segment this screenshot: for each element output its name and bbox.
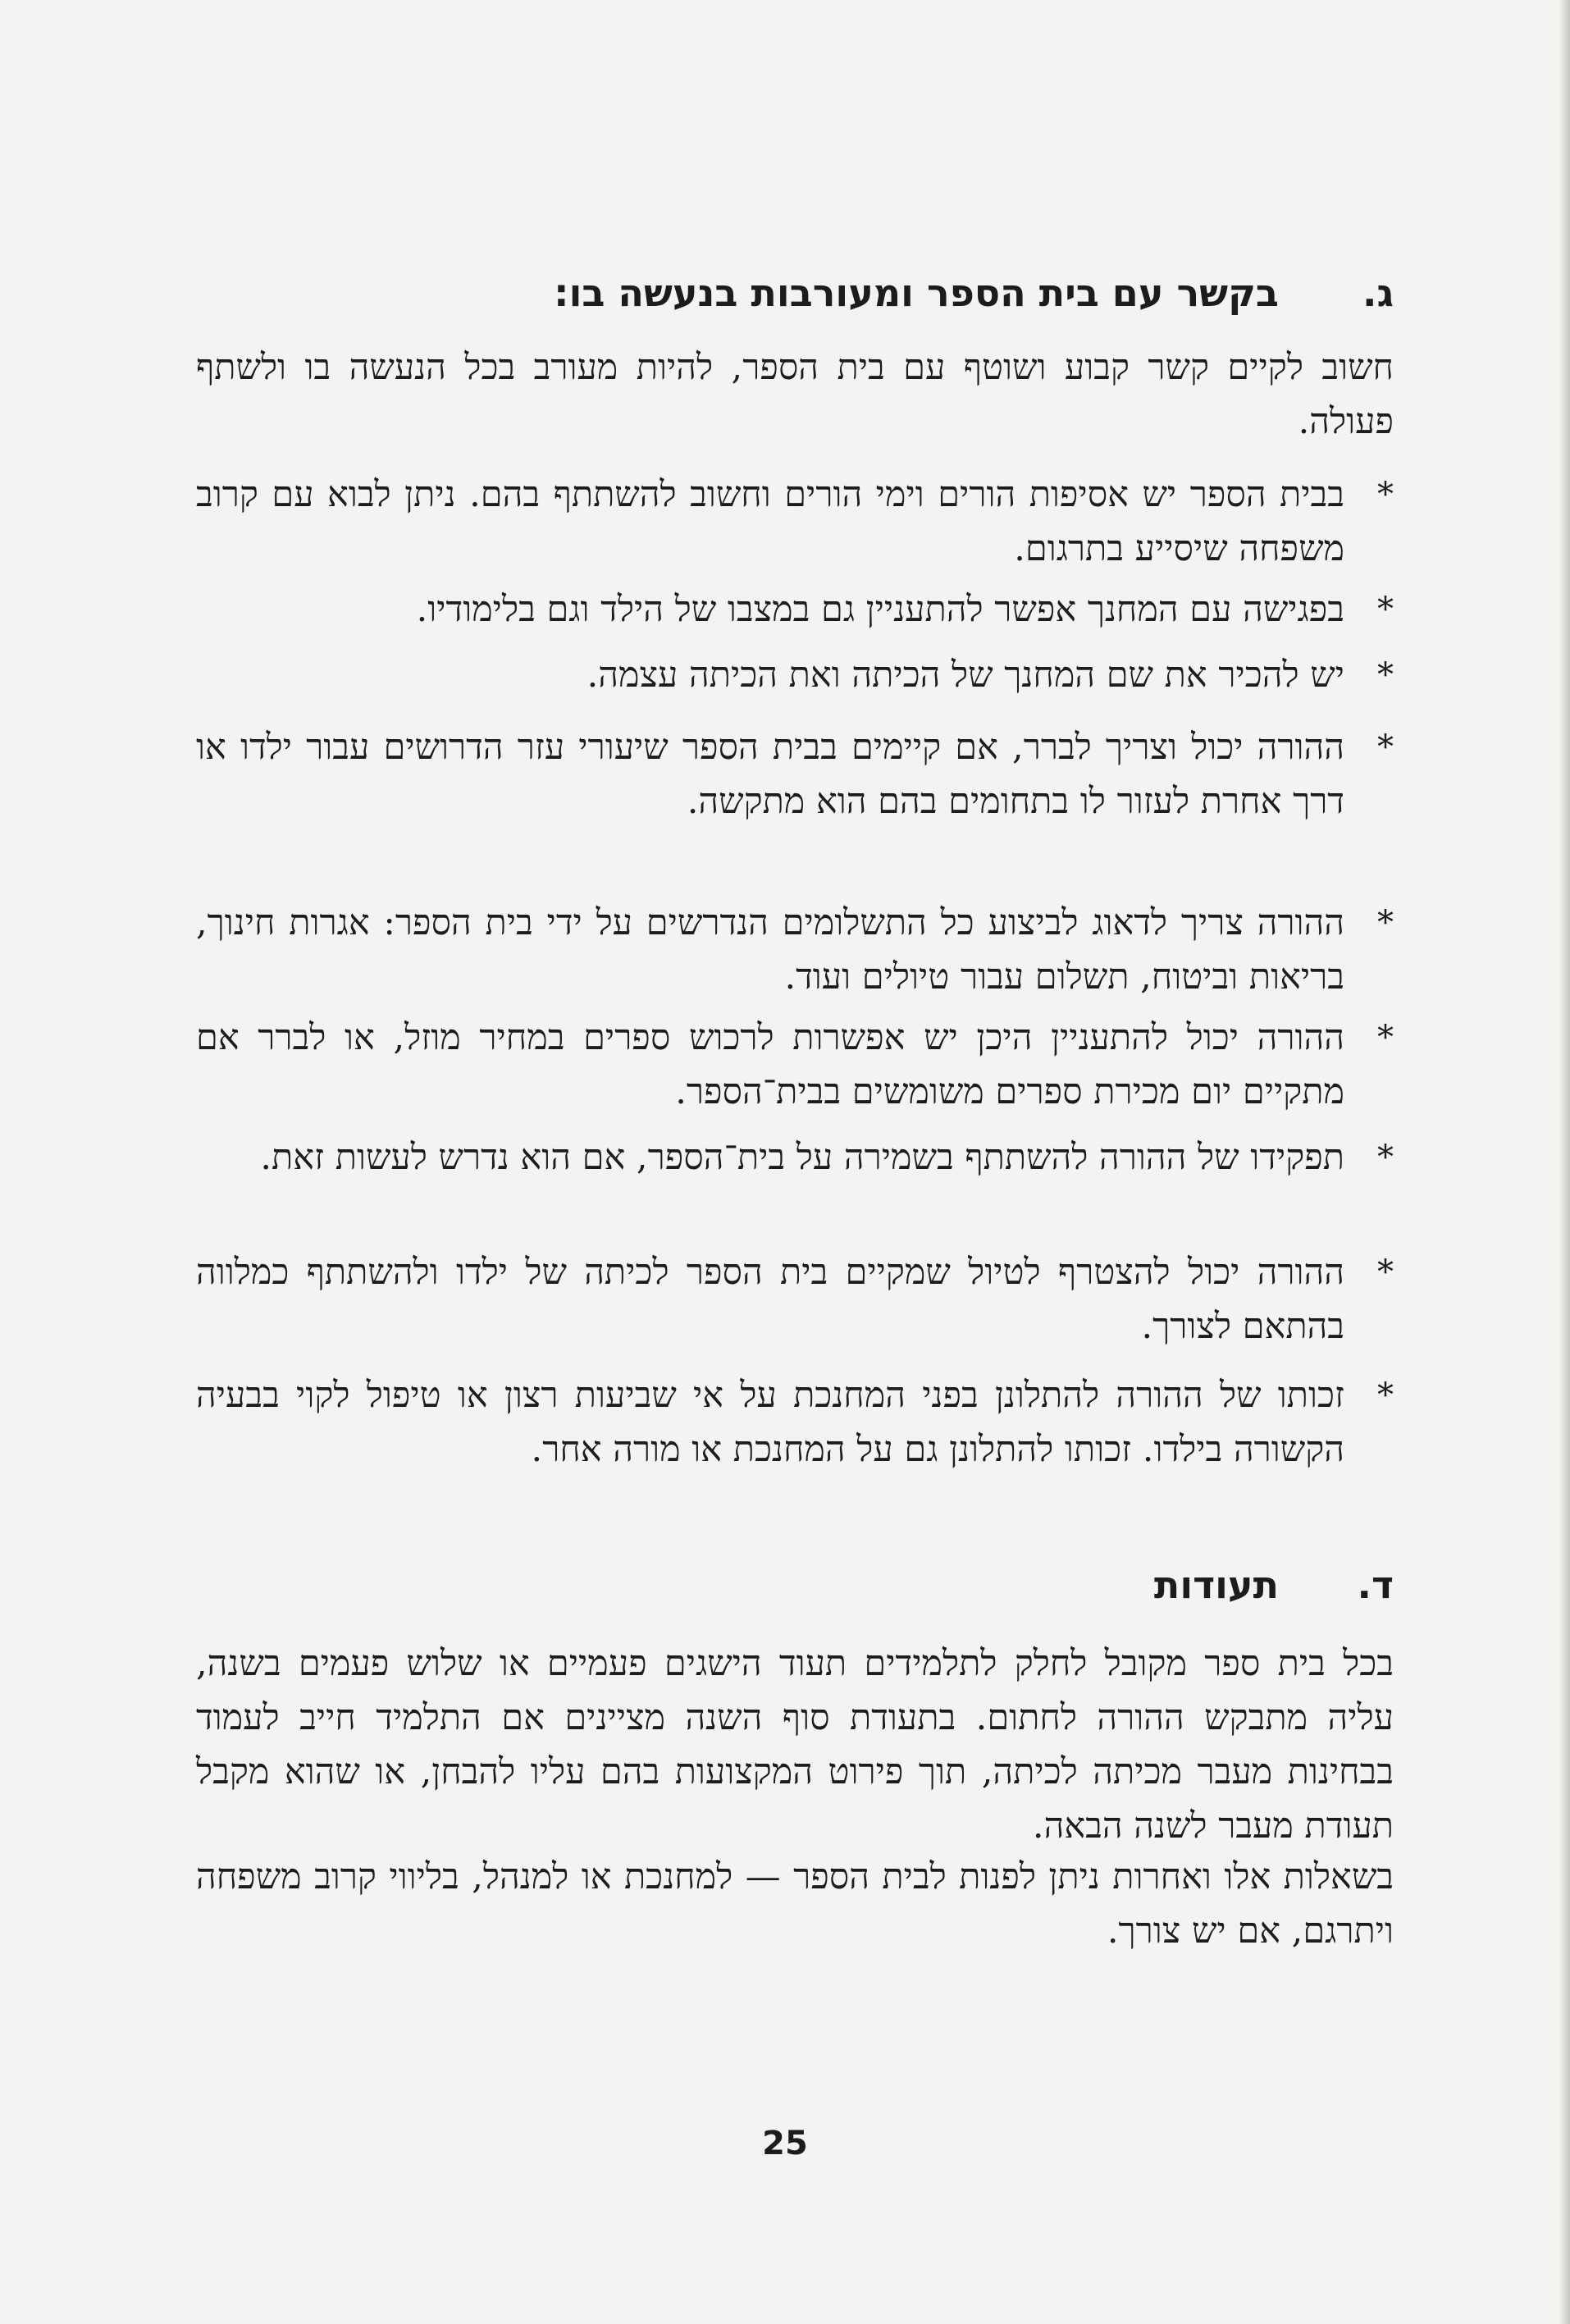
section-d-letter: ד. — [1357, 1563, 1394, 1607]
bullet-text: ההורה יכול להצטרף לטיול שמקיים בית הספר לכיתה של ילדו ולהשתתף כמלווה בהתאם לצורך. — [196, 1252, 1344, 1347]
bullet-item — [196, 1130, 1394, 1185]
bullet-mark: * — [1377, 1019, 1394, 1057]
bullet-mark: * — [1377, 656, 1394, 694]
bullet-mark: * — [1377, 904, 1394, 942]
section-g-letter: ג. — [1362, 271, 1394, 315]
bullet-text: ההורה יכול להתעניין היכן יש אפשרות לרכוש ספרים במחיר מוזל, או לברר אם מתקיים יום מכירת ספרים משומשים בבית־הספר. — [196, 1017, 1344, 1112]
bullet-text: ההורה צריך לדאוג לביצוע כל התשלומים הנדרשים על ידי בית הספר: אגרות חינוך, בריאות וביטוח, תשלום עבור טיולים ועוד. — [196, 902, 1344, 998]
bullet-item — [196, 1368, 1394, 1477]
page-number: 25 — [762, 2125, 808, 2162]
bullet-text: יש להכיר את שם המחנך של הכיתה ואת הכיתה עצמה. — [586, 655, 1344, 696]
bullet-item — [196, 582, 1394, 637]
bullet-text: תפקידו של ההורה להשתתף בשמירה על בית־הספר, אם הוא נדרש לעשות זאת. — [260, 1137, 1344, 1178]
section-d-title: תעודות — [1153, 1563, 1279, 1607]
bullet-item — [196, 468, 1394, 576]
bullet-text: בפגישה עם המחנך אפשר להתעניין גם במצבו של הילד וגם בלימודיו. — [416, 589, 1344, 630]
bullet-text: בבית הספר יש אסיפות הורים וימי הורים וחשוב להשתתף בהם. ניתן לבוא עם קרוב משפחה שיסייע בתרגום. — [196, 474, 1344, 569]
bullet-mark: * — [1377, 1253, 1394, 1291]
section-g-heading — [245, 271, 1394, 315]
bullet-item — [196, 720, 1394, 829]
page-edge-shadow — [1559, 0, 1570, 2324]
bullet-text: זכותו של ההורה להתלונן בפני המחנכת על אי שביעות רצון או טיפול לקוי בבעיה הקשורה בילדו. זכותו להתלונן גם על המחנכת או מורה אחר. — [196, 1375, 1344, 1470]
bullet-mark: * — [1377, 476, 1394, 514]
bullet-mark: * — [1377, 1377, 1394, 1414]
bullet-item — [196, 648, 1394, 702]
bullet-mark: * — [1377, 1139, 1394, 1176]
bullet-item — [196, 1245, 1394, 1354]
bullet-item — [196, 1011, 1394, 1119]
section-d-paragraph: בכל בית ספר מקובל לחלק לתלמידים תעוד הישגים פעמיים או שלוש פעמים בשנה, עליה מתבקש ההורה לחתום. בתעודת סוף השנה מציינים אם התלמיד חייב לעמוד בבחינות מעבר מכיתה לכיתה, תוך פירוט המקצועות בהם עליו להבחן, או שהוא מקבל תעודת מעבר לשנה הבאה. — [196, 1643, 1394, 1847]
bullet-text: ההורה יכול וצריך לברר, אם קיימים בבית הספר שיעורי עזר הדרושים עבור ילדו או דרך אחרת לעזור לו בתחומים בהם הוא מתקשה. — [196, 727, 1344, 822]
section-d-heading — [245, 1563, 1394, 1607]
section-d-paragraph: בשאלות אלו ואחרות ניתן לפנות לבית הספר — למחנכת או למנהל, בליווי קרוב משפחה ויתרגם, אם יש צורך. — [196, 1856, 1394, 1952]
bullet-mark: * — [1377, 591, 1394, 628]
bullet-mark: * — [1377, 728, 1394, 766]
section-g-title: בקשר עם בית הספר ומעורבות בנעשה בו: — [554, 271, 1279, 315]
section-g-intro: חשוב לקיים קשר קבוע ושוטף עם בית הספר, להיות מעורב בכל הנעשה בו ולשתף פעולה. — [196, 347, 1394, 442]
bullet-item — [196, 896, 1394, 1004]
